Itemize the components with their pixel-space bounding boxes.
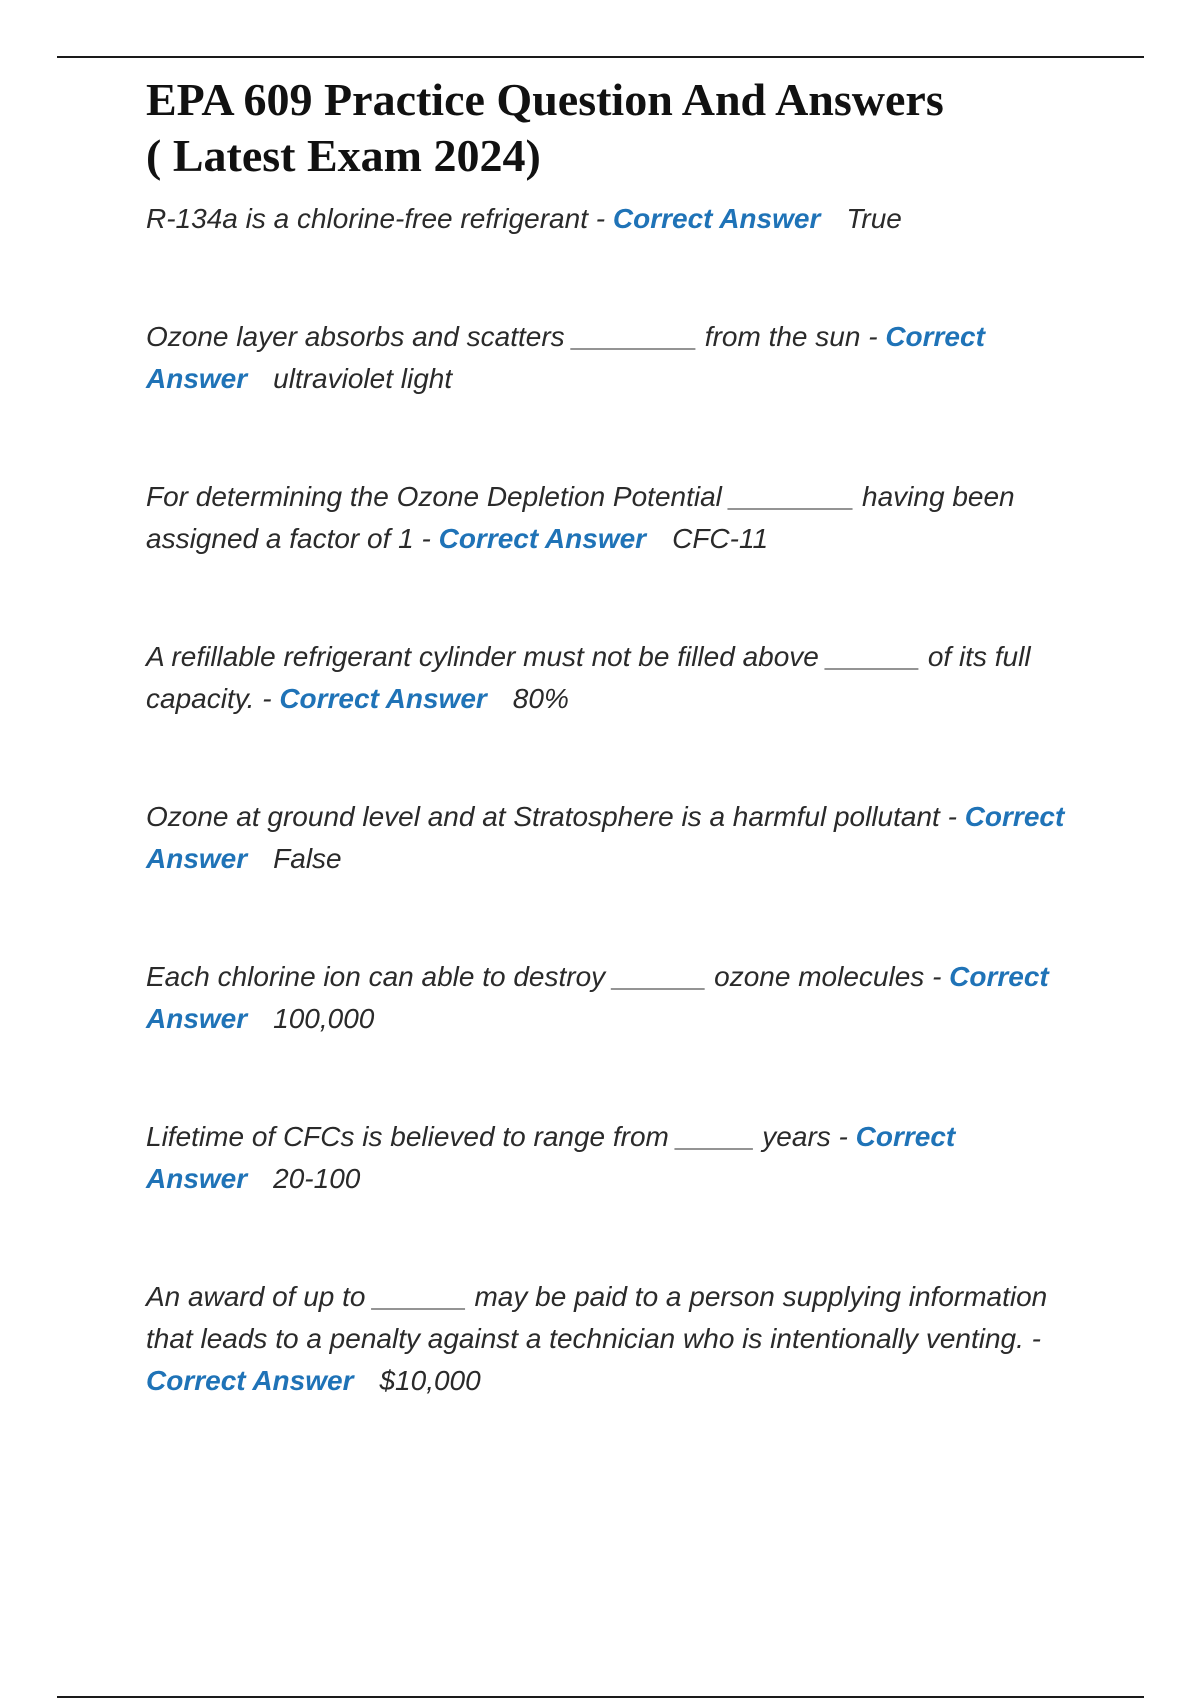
document-title (146, 72, 1086, 184)
answer-text: 100,000 (273, 1003, 375, 1034)
qa-item-1 (146, 198, 1086, 240)
answer-text: $10,000 (379, 1365, 481, 1396)
question-text: R-134a is a chlorine-free refrigerant - (146, 203, 613, 234)
title-line-2: ( Latest Exam 2024) (146, 130, 541, 181)
question-text: For determining the Ozone Depletion Potential ________ having been assigned a factor of 1 - (146, 481, 1015, 554)
qa-item-8 (146, 1276, 1086, 1402)
qa-item-6 (146, 956, 1086, 1040)
question-text: Ozone layer absorbs and scatters ________ from the sun - (146, 321, 886, 352)
bottom-divider (57, 1696, 1144, 1698)
answer-text: 80% (512, 683, 569, 714)
answer-text: 20-100 (273, 1163, 361, 1194)
question-text: Ozone at ground level and at Stratosphere is a harmful pollutant - (146, 801, 965, 832)
correct-answer-label: Correct Answer (146, 801, 1065, 874)
question-text: Each chlorine ion can able to destroy ______ ozone molecules - (146, 961, 950, 992)
qa-item-4 (146, 636, 1086, 720)
top-divider (57, 56, 1144, 58)
answer-text: True (846, 203, 902, 234)
qa-item-3 (146, 476, 1086, 560)
title-line-1: EPA 609 Practice Question And Answers (146, 74, 944, 125)
correct-answer-label: Correct Answer (146, 321, 985, 394)
qa-item-2 (146, 316, 1086, 400)
qa-item-7 (146, 1116, 1086, 1200)
document-body (146, 72, 1086, 1402)
correct-answer-label: Correct Answer (438, 523, 647, 554)
question-text: A refillable refrigerant cylinder must not be filled above ______ of its full capacity. - (146, 641, 1031, 714)
answer-text: CFC-11 (672, 523, 769, 554)
answer-text: ultraviolet light (273, 363, 453, 394)
correct-answer-label: Correct Answer (612, 203, 821, 234)
correct-answer-label: Correct Answer (146, 1121, 956, 1194)
correct-answer-label: Correct Answer (146, 961, 1049, 1034)
answer-text: False (273, 843, 342, 874)
correct-answer-label: Correct Answer (146, 1365, 354, 1396)
qa-item-5 (146, 796, 1086, 880)
question-text: An award of up to ______ may be paid to a person supplying information that leads to a penalty against a technician who is intentionally venting. - (146, 1281, 1048, 1354)
correct-answer-label: Correct Answer (279, 683, 487, 714)
question-text: Lifetime of CFCs is believed to range from _____ years - (146, 1121, 856, 1152)
